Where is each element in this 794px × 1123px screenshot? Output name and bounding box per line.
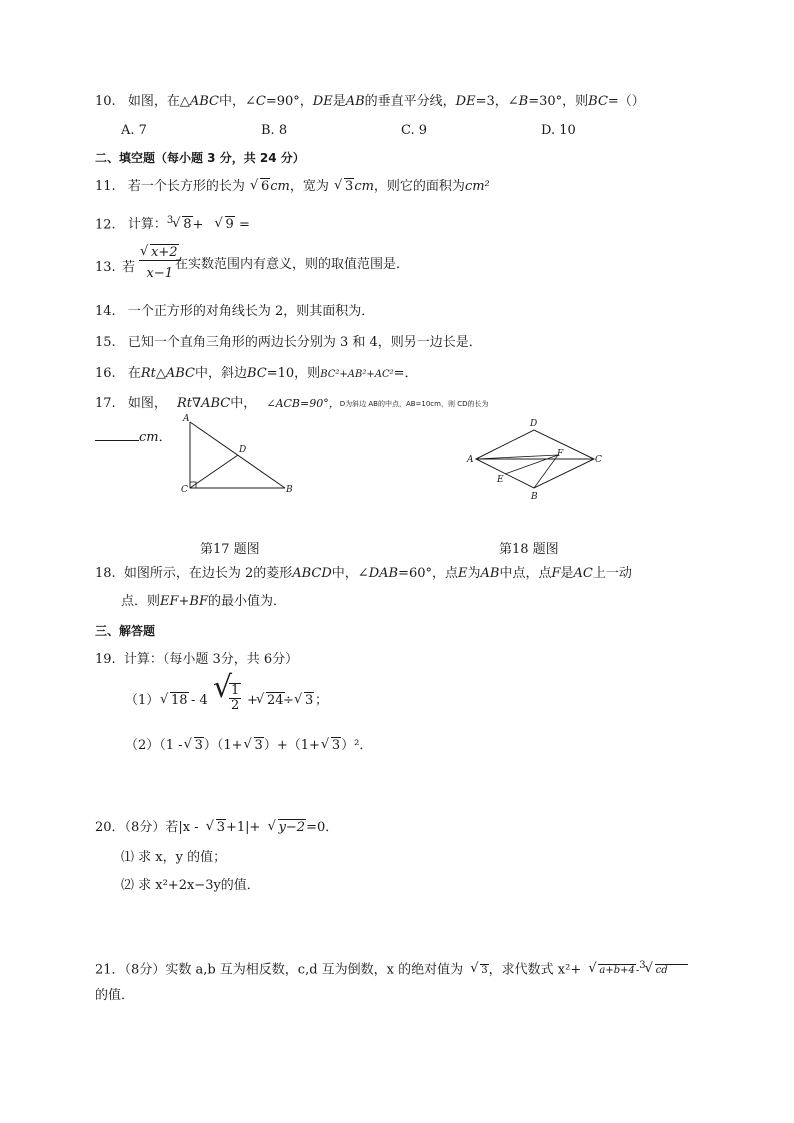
- text: =30°，则: [528, 94, 589, 109]
- math: B: [518, 94, 529, 109]
- label-e: E: [497, 475, 504, 485]
- sqrt-3: [471, 962, 488, 979]
- math: DE: [455, 94, 476, 109]
- cube-root-cd: [646, 962, 688, 979]
- text: 如图，在△: [127, 94, 190, 109]
- math: ABC: [189, 94, 219, 109]
- sqrt-3: [322, 738, 341, 754]
- math: Rt∇ABC: [176, 396, 231, 411]
- question-21-line-2: 的值．: [95, 988, 135, 1003]
- answer-blank[interactable]: [95, 428, 139, 441]
- root-index: 3: [166, 215, 174, 226]
- text: +: [247, 693, 258, 708]
- sqrt-a-b-4: [589, 962, 635, 979]
- text: 若: [122, 260, 136, 275]
- section-heading-fill-in: 二、填空题（每小题 3 分，共 24 分）: [95, 151, 305, 165]
- question-number: 14.: [95, 304, 116, 319]
- radicand: 24: [267, 693, 284, 708]
- text: =90°，: [265, 94, 313, 109]
- text: 上一动: [592, 566, 632, 581]
- text: 的垂直平分线，: [364, 94, 456, 109]
- radicand: a+b+4: [599, 965, 635, 977]
- text: +1|+: [225, 820, 261, 835]
- text: 在: [127, 366, 141, 381]
- question-20-sub-2: ⑵ 求 x²+2x−3y的值．: [121, 878, 260, 893]
- segment-cd: [190, 455, 238, 488]
- math: ∠ACB=90°，: [266, 397, 340, 410]
- label-a: A: [183, 414, 190, 424]
- math: Rt△ABC: [140, 366, 195, 381]
- text: 如图，: [127, 396, 167, 411]
- figure-17-caption: 第17 题图: [200, 542, 260, 557]
- sqrt-6: [251, 179, 270, 195]
- radicand: x+2: [151, 245, 178, 260]
- radicand: 3: [194, 738, 203, 753]
- question-number: 10.: [95, 94, 116, 109]
- text: ．: [158, 430, 172, 445]
- sqrt-18: [161, 693, 189, 709]
- text: =0．: [306, 820, 339, 835]
- radicand: cd: [655, 964, 688, 976]
- text: 中，∠: [331, 566, 369, 581]
- question-20: [95, 820, 338, 836]
- radicand: 3: [305, 693, 314, 708]
- text: 的最小值为．: [208, 594, 287, 609]
- label-a: A: [467, 455, 474, 465]
- cube-root-8: [173, 217, 192, 233]
- label-d: D: [239, 445, 247, 455]
- math: BC²+AB²+AC²: [320, 369, 394, 380]
- text: ，则它的面积为: [373, 179, 465, 194]
- unit: cm: [270, 179, 290, 194]
- label-d: D: [530, 419, 538, 429]
- figure-18: [466, 414, 616, 504]
- question-number: 15.: [95, 335, 116, 350]
- math: AB: [480, 566, 500, 581]
- label-c: C: [181, 485, 188, 495]
- radicand: 8: [183, 217, 192, 233]
- option-b: B. 8: [261, 123, 288, 138]
- sqrt-9: [216, 217, 235, 233]
- option-a: A. 7: [121, 123, 147, 138]
- text: 中，∠: [218, 94, 256, 109]
- text: 点．则: [121, 594, 161, 609]
- question-number: 19.: [95, 652, 116, 667]
- text: ；: [315, 693, 329, 708]
- question-21: [95, 958, 688, 979]
- question-18: [95, 566, 632, 582]
- radicand: 3: [345, 179, 354, 194]
- text: 是: [560, 566, 574, 581]
- denominator: x−1: [146, 266, 173, 281]
- segment-bf: [534, 455, 558, 488]
- question-20-sub-1: ⑴ 求 x，y 的值；: [121, 850, 227, 865]
- text: ÷: [283, 693, 294, 708]
- sqrt-3: [295, 693, 314, 709]
- math: C: [255, 94, 266, 109]
- text: 中，: [230, 396, 257, 411]
- denominator: 2: [231, 698, 240, 713]
- unit: cm: [354, 179, 374, 194]
- text: （8分）实数 a,b 互为相反数，c,d 互为倒数，x 的绝对值为: [124, 962, 464, 978]
- math: DAB: [368, 566, 399, 581]
- question-16: [95, 366, 418, 383]
- question-number: 13.: [95, 260, 116, 275]
- text: （1 -: [159, 738, 183, 753]
- text: 已知一个直角三角形的两边长分别为 3 和 4，则另一边长是．: [127, 335, 482, 350]
- math: AB: [345, 94, 365, 109]
- text: 一个正方形的对角线长为 2，则其面积为．: [127, 304, 375, 319]
- text: ）（1+: [203, 738, 243, 753]
- segment-ef: [505, 455, 558, 474]
- sqrt-y-minus-2: [269, 820, 307, 836]
- question-10: [95, 94, 645, 110]
- question-number: 12.: [95, 217, 116, 233]
- text: =（）: [607, 94, 645, 109]
- radicand: 9: [225, 217, 234, 233]
- math: E: [458, 566, 468, 581]
- radicand: 3: [481, 965, 488, 977]
- question-17-answer-line: [95, 428, 172, 446]
- text: 中点，点: [499, 566, 552, 581]
- sqrt-3: [185, 738, 204, 754]
- small-text: D为斜边 AB的中点，AB=10cm，则 CD的长为: [339, 400, 489, 408]
- question-17: [95, 396, 488, 412]
- section-heading-solutions: 三、解答题: [95, 624, 156, 638]
- math: ABCD: [292, 566, 332, 581]
- question-number: 18.: [95, 566, 116, 581]
- question-11: [95, 179, 490, 195]
- question-19: [95, 652, 298, 668]
- math: DE: [312, 94, 333, 109]
- label-f: F: [557, 449, 564, 459]
- math: AC: [573, 566, 593, 581]
- text: ，宽为: [289, 179, 329, 194]
- text: ）²．: [341, 738, 373, 753]
- label-b: B: [286, 485, 293, 495]
- text: =．: [393, 366, 418, 381]
- sqrt-3: [335, 179, 354, 195]
- text: 若一个长方形的长为: [127, 179, 245, 194]
- text: +: [192, 217, 204, 233]
- unit: cm: [139, 430, 159, 445]
- figure-17: [180, 412, 300, 502]
- question-number: 21．: [95, 962, 125, 978]
- question-number: 20．: [95, 820, 125, 835]
- math: EF+BF: [160, 594, 208, 609]
- figure-18-caption: 第18 题图: [499, 542, 559, 557]
- option-d: D. 10: [541, 123, 576, 138]
- label-c: C: [595, 455, 602, 465]
- text: =10，则: [266, 366, 321, 381]
- part-label: （1）: [125, 693, 160, 708]
- text: - 4: [191, 693, 208, 708]
- numerator: 1: [231, 683, 240, 698]
- question-12: [95, 213, 250, 233]
- radicand: 3: [216, 820, 225, 835]
- text: =60°，点: [398, 566, 459, 581]
- text: 计算：（每小题 3分，共 6分）: [123, 652, 299, 667]
- unit: cm²: [464, 179, 490, 194]
- text: 在实数范围内有意义，则的取值范围是．: [175, 257, 410, 272]
- sqrt-3: [207, 820, 226, 836]
- question-number: 16.: [95, 366, 116, 381]
- text: （8分）若|x -: [124, 820, 199, 835]
- segment-af: [476, 455, 558, 459]
- math: BC: [247, 366, 267, 381]
- option-c: C. 9: [401, 123, 428, 138]
- question-18-line-2: [121, 594, 286, 610]
- question-14: [95, 304, 374, 320]
- text: ）+（1+: [263, 738, 320, 753]
- text: =3，∠: [475, 94, 519, 109]
- part-label: （2）: [125, 738, 160, 753]
- question-number: 11.: [95, 179, 116, 194]
- radicand: 18: [171, 693, 188, 708]
- sqrt-3: [245, 738, 264, 754]
- label-b: B: [531, 492, 538, 502]
- text: 如图所示，在边长为 2的菱形: [123, 566, 293, 581]
- root-index: 3: [639, 960, 646, 971]
- sqrt-one-half: [213, 670, 241, 713]
- text: ，求代数式 x²+: [488, 962, 582, 978]
- radicand: 3: [254, 738, 263, 753]
- text: -: [635, 965, 640, 977]
- sqrt-24: [257, 693, 285, 709]
- text: 为: [467, 566, 481, 581]
- text: 中，斜边: [194, 366, 247, 381]
- text: 计算：: [127, 217, 167, 233]
- math: F: [551, 566, 561, 581]
- text: =: [238, 217, 250, 233]
- question-number: 17.: [95, 396, 116, 411]
- math: BC: [588, 94, 608, 109]
- radical-sign: √: [213, 670, 233, 705]
- text: 是: [332, 94, 346, 109]
- radicand: y−2: [278, 820, 306, 835]
- radicand: 3: [331, 738, 341, 753]
- question-19-part-2: [125, 738, 372, 754]
- question-15: [95, 335, 482, 351]
- radicand: 6: [260, 179, 270, 194]
